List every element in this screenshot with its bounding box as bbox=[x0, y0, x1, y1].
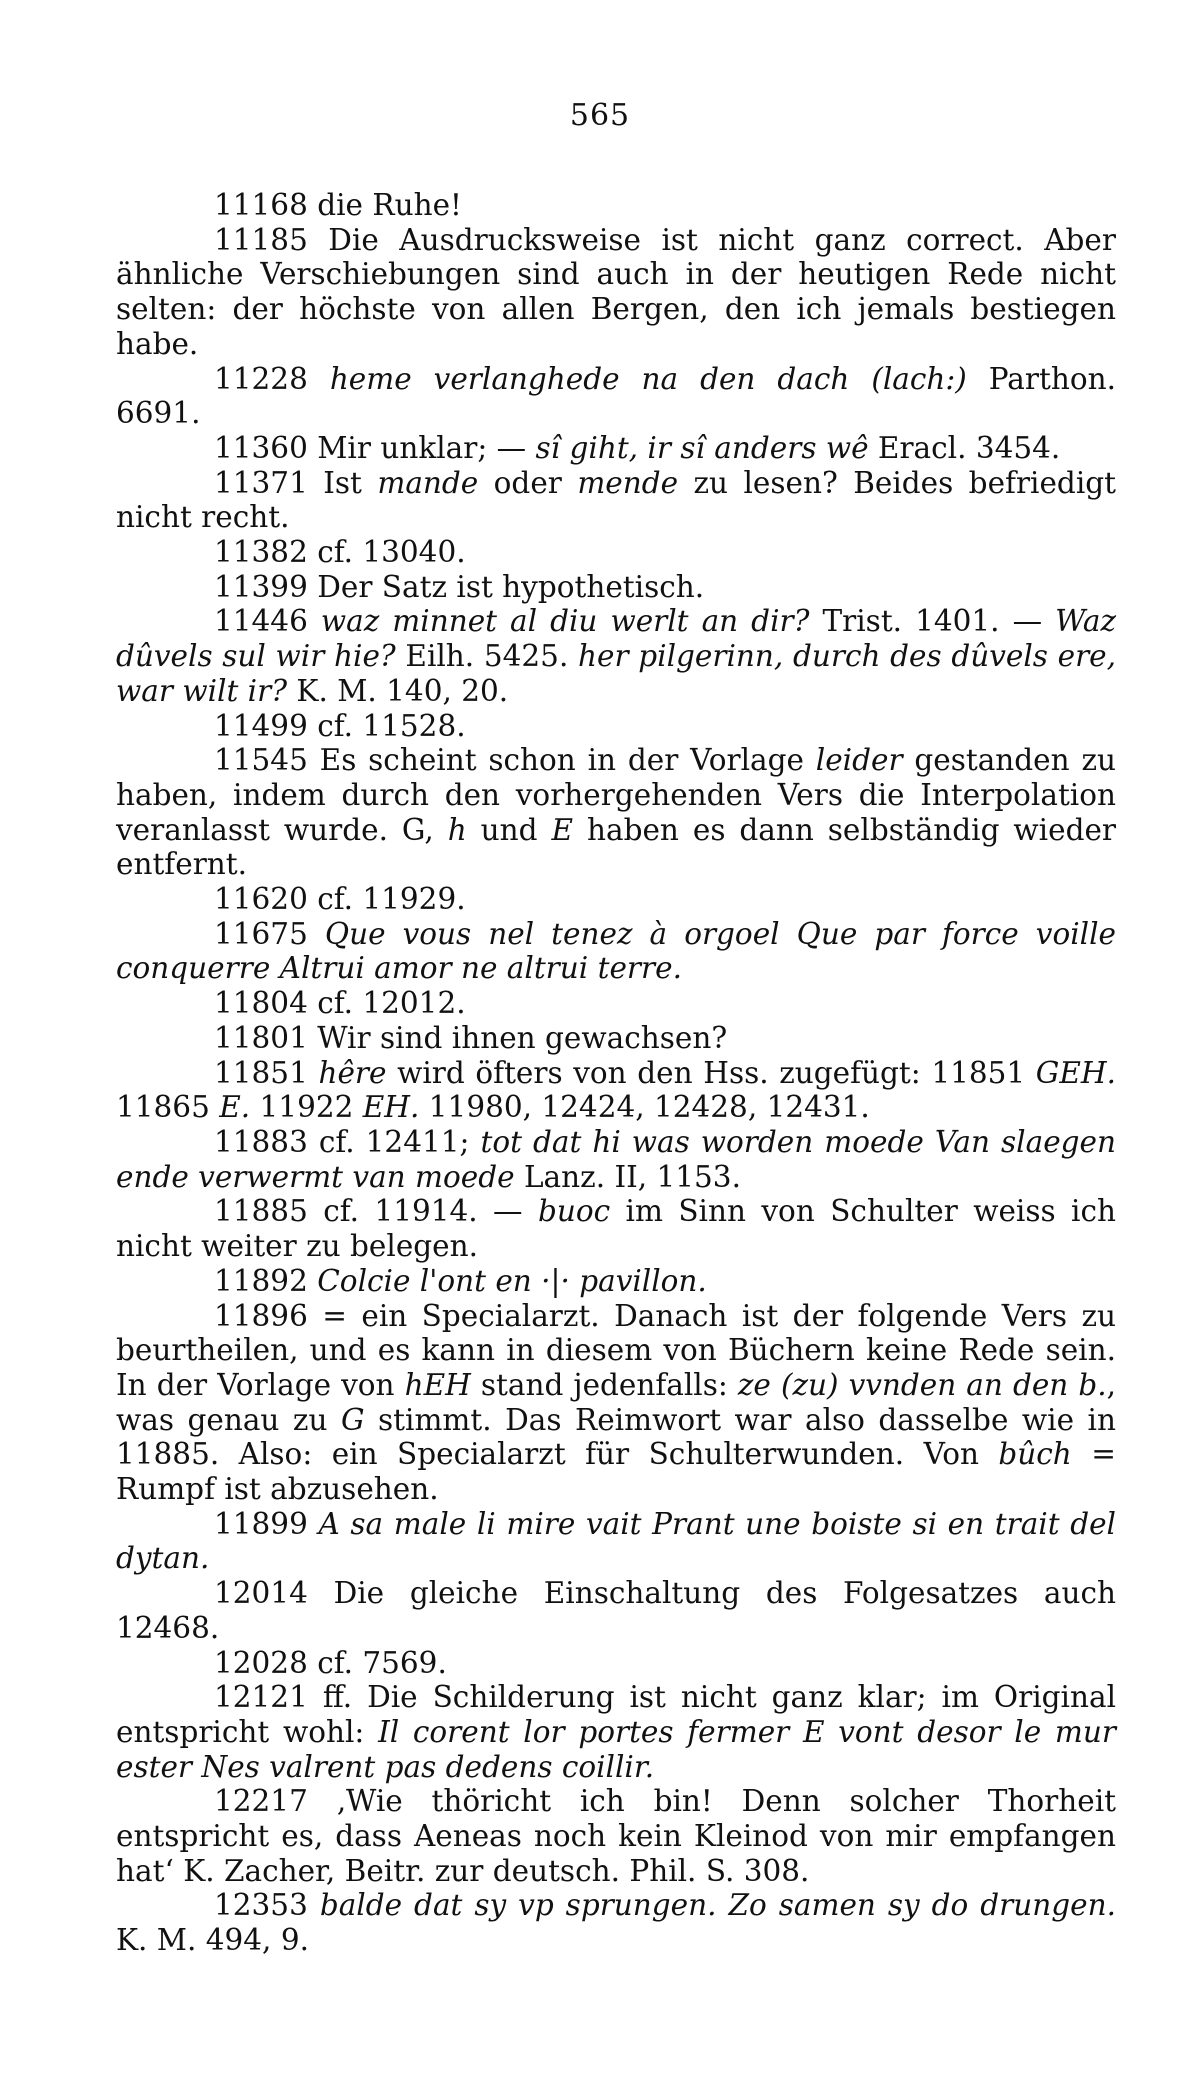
note-11545: 11545 Es scheint schon in der Vorlage leider gestanden zu haben, indem durch den vorhergehenden Vers die Interpolation veranlasst wurde. G, h und E haben es dann selbständig wieder entfernt. bbox=[116, 743, 1117, 882]
note-11168: 11168 die Ruhe! bbox=[214, 188, 462, 222]
note-11228: 11228 heme verlanghede na den dach (lach:) Parthon. 6691. bbox=[116, 361, 1116, 431]
note-12028: 12028 cf. 7569. bbox=[214, 1645, 447, 1680]
note-11446: 11446 waz minnet al diu werlt an dir? Trist. 1401. — Waz dûvels sul wir hie? Eilh. 5425. her pilgerinn, durch des dûvels ere, war wilt ir? K. M. 140, 20. bbox=[116, 604, 1117, 708]
note-12121: 12121 ff. Die Schilderung ist nicht ganz klar; im Original entspricht wohl: Il corent lor portes fermer E vont desor le mur ester Nes valrent pas dedens coillir. bbox=[116, 1680, 1116, 1784]
note-11620: 11620 cf. 11929. bbox=[214, 882, 466, 917]
note-11399: 11399 Der Satz ist hypothetisch. bbox=[214, 569, 705, 604]
note-11896: 11896 = ein Specialarzt. Danach ist der folgende Vers zu beurtheilen, und es kann in diesem von Büchern keine Rede sein. In der Vorlage von hEH stand jedenfalls: ze (zu) vvnden an den b., was genau zu G stimmt. Das Reimwort war also dasselbe wie in 11885. Also: ein Specialarzt für Schulterwunden. Von bûch = Rumpf ist abzusehen. bbox=[116, 1298, 1116, 1507]
note-11883: 11883 cf. 12411; tot dat hi was worden moede Van slaegen ende verwermt van moede Lanz. II, 1153. bbox=[116, 1124, 1117, 1194]
commentary-notes bbox=[116, 188, 1116, 1958]
note-11801: 11801 Wir sind ihnen gewachsen? bbox=[214, 1020, 728, 1055]
note-11851: 11851 hêre wird öfters von den Hss. zugefügt: 11851 GEH. 11865 E. 11922 EH. 11980, 12424, 12428, 12431. bbox=[116, 1055, 1116, 1125]
note-12217: 12217 ‚Wie thöricht ich bin! Denn solcher Thorheit entspricht es, dass Aeneas noch kein Kleinod von mir empfangen hat‘ K. Zacher, Beitr. zur deutsch. Phil. S. 308. bbox=[116, 1784, 1116, 1888]
note-12014: 12014 Die gleiche Einschaltung des Folgesatzes auch 12468. bbox=[116, 1576, 1116, 1645]
note-11382: 11382 cf. 13040. bbox=[214, 535, 466, 570]
note-11899: 11899 A sa male li mire vait Prant une boiste si en trait del dytan. bbox=[116, 1506, 1116, 1576]
note-11892: 11892 Colcie l'ont en ·|· pavillon. bbox=[214, 1263, 707, 1298]
note-11185: 11185 Die Ausdrucksweise ist nicht ganz correct. Aber ähnliche Verschiebungen sind auch in der heutigen Rede nicht selten: der höchste von allen Bergen, den ich jemals bestiegen habe. bbox=[116, 222, 1116, 361]
note-11885: 11885 cf. 11914. — buoc im Sinn von Schulter weiss ich nicht weiter zu belegen. bbox=[116, 1194, 1116, 1264]
note-12353: 12353 balde dat sy vp sprungen. Zo samen sy do drungen. K. M. 494, 9. bbox=[116, 1888, 1116, 1958]
note-11499: 11499 cf. 11528. bbox=[214, 708, 466, 743]
note-11371: 11371 Ist mande oder mende zu lesen? Beides befriedigt nicht recht. bbox=[116, 465, 1116, 535]
note-11675: 11675 Que vous nel tenez à orgoel Que par force voille conquerre Altrui amor ne altrui terre. bbox=[116, 916, 1116, 986]
note-11360: 11360 Mir unklar; — sî giht, ir sî anders wê Eracl. 3454. bbox=[214, 430, 1061, 465]
page-number: 565 bbox=[569, 98, 631, 133]
note-11804: 11804 cf. 12012. bbox=[214, 986, 466, 1021]
